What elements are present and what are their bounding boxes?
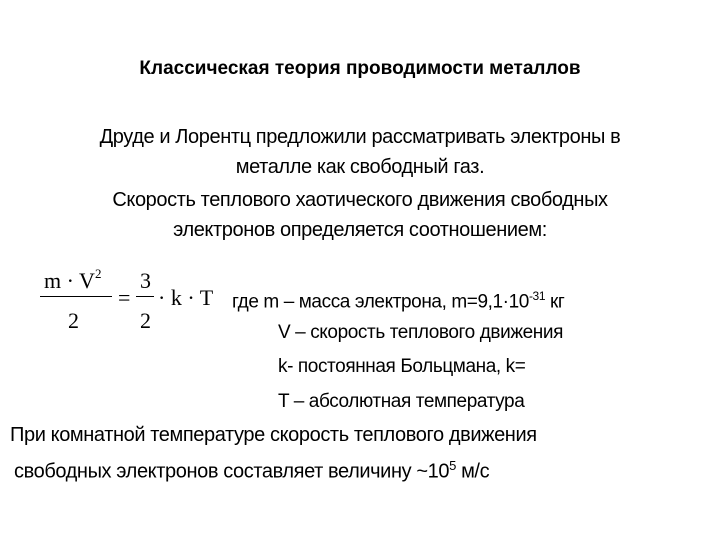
rhs-fraction-bar (136, 296, 154, 297)
formula-lhs-denominator: 2 (68, 308, 79, 333)
definition-velocity: V – скорость теплового движения (278, 322, 563, 343)
definition-temperature: T – абсолютная температура (278, 391, 525, 412)
conclusion-exponent: 5 (449, 458, 456, 473)
velocity-line-1: Скорость теплового хаотического движения свободных (112, 189, 608, 211)
lhs-fraction-bar (40, 296, 112, 297)
velocity-line-2: электронов определяется соотношением: (173, 219, 547, 241)
formula-rhs-tail: · k · T (158, 285, 214, 310)
formula-equals: = (118, 285, 131, 310)
lhs-exponent: 2 (94, 266, 102, 281)
definition-mass (232, 289, 564, 313)
formula-rhs-denominator: 2 (140, 308, 151, 333)
conclusion-text: свободных электронов составляет величину ~10 (14, 460, 450, 483)
intro-line-1: Друде и Лорентц предложили рассматривать электроны в (99, 126, 621, 148)
conclusion-line-2 (14, 458, 720, 484)
conclusion-line-1: При комнатной температуре скорость теплового движения (10, 424, 537, 446)
definition-boltzmann: k- постоянная Больцмана, k= (278, 356, 526, 377)
intro-paragraph (0, 122, 720, 182)
mass-text: где m – масса электрона, m=9,1·10 (232, 291, 529, 313)
mass-unit: кг (545, 291, 565, 313)
mass-exponent: -31 (528, 289, 546, 303)
lhs-numerator-text: m · V (44, 268, 95, 293)
slide-title: Классическая теория проводимости металлов (139, 58, 581, 79)
intro-line-2: металле как свободный газ. (235, 156, 485, 178)
formula-lhs-numerator (44, 268, 101, 294)
conclusion-unit: м/с (455, 460, 490, 483)
velocity-paragraph (0, 185, 720, 245)
formula-rhs-numerator: 3 (140, 268, 151, 293)
